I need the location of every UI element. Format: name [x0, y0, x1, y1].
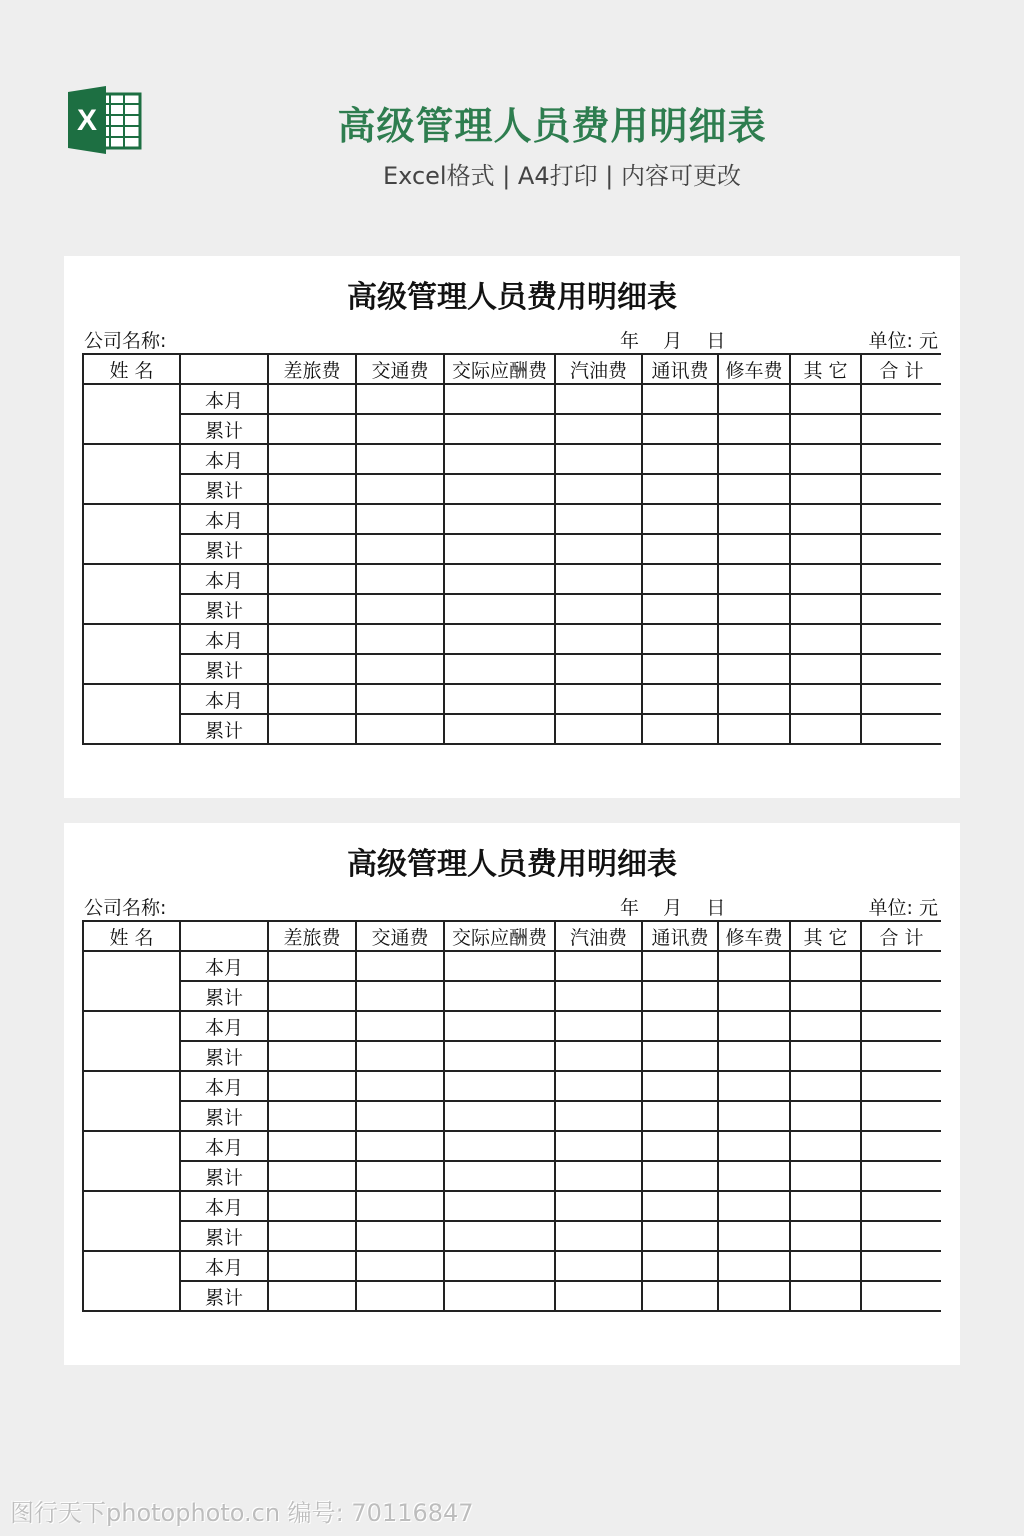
- header-row: [83, 354, 941, 384]
- period-label: 本月: [180, 1011, 268, 1041]
- amount-cell[interactable]: [444, 1011, 555, 1041]
- amount-cell[interactable]: [268, 594, 356, 624]
- amount-cell[interactable]: [790, 1041, 861, 1071]
- column-header: 其 它: [790, 354, 861, 384]
- amount-cell[interactable]: [555, 534, 642, 564]
- sheet-preview-2: [64, 823, 960, 1365]
- amount-cell[interactable]: [861, 384, 941, 414]
- name-cell[interactable]: [83, 1071, 180, 1131]
- amount-cell[interactable]: [861, 414, 941, 444]
- amount-cell[interactable]: [268, 1161, 356, 1191]
- amount-cell[interactable]: [861, 624, 941, 654]
- amount-cell[interactable]: [718, 1131, 790, 1161]
- amount-cell[interactable]: [444, 951, 555, 981]
- amount-cell[interactable]: [555, 951, 642, 981]
- amount-cell[interactable]: [268, 714, 356, 744]
- table-row: [83, 534, 941, 564]
- amount-cell[interactable]: [356, 981, 444, 1011]
- amount-cell[interactable]: [268, 1041, 356, 1071]
- period-label: 本月: [180, 1131, 268, 1161]
- column-header: 合 计: [861, 354, 941, 384]
- date-label: 年 月 日: [620, 897, 726, 919]
- column-header: 汽油费: [555, 921, 642, 951]
- column-header: 差旅费: [268, 921, 356, 951]
- table-row: [83, 414, 941, 444]
- period-label: 累计: [180, 981, 268, 1011]
- name-cell[interactable]: [83, 444, 180, 504]
- amount-cell[interactable]: [861, 564, 941, 594]
- amount-cell[interactable]: [642, 534, 718, 564]
- table-row: [83, 594, 941, 624]
- amount-cell[interactable]: [861, 534, 941, 564]
- amount-cell[interactable]: [861, 951, 941, 981]
- amount-cell[interactable]: [356, 1251, 444, 1281]
- amount-cell[interactable]: [356, 624, 444, 654]
- table-row: [83, 1251, 941, 1281]
- amount-cell[interactable]: [356, 654, 444, 684]
- amount-cell[interactable]: [790, 1011, 861, 1041]
- period-label: 本月: [180, 624, 268, 654]
- amount-cell[interactable]: [444, 1161, 555, 1191]
- amount-cell[interactable]: [268, 444, 356, 474]
- amount-cell[interactable]: [268, 1071, 356, 1101]
- amount-cell[interactable]: [790, 624, 861, 654]
- amount-cell[interactable]: [718, 1101, 790, 1131]
- amount-cell[interactable]: [268, 1011, 356, 1041]
- period-label: 累计: [180, 414, 268, 444]
- header-row: [83, 921, 941, 951]
- amount-cell[interactable]: [861, 1101, 941, 1131]
- amount-cell[interactable]: [444, 684, 555, 714]
- amount-cell[interactable]: [790, 1071, 861, 1101]
- table-row: [83, 444, 941, 474]
- amount-cell[interactable]: [718, 624, 790, 654]
- amount-cell[interactable]: [718, 1251, 790, 1281]
- unit-label: 单位: 元: [868, 330, 938, 352]
- amount-cell[interactable]: [642, 624, 718, 654]
- column-header: 交通费: [356, 921, 444, 951]
- column-header: 汽油费: [555, 354, 642, 384]
- amount-cell[interactable]: [861, 474, 941, 504]
- period-label: 本月: [180, 1251, 268, 1281]
- amount-cell[interactable]: [356, 594, 444, 624]
- amount-cell[interactable]: [642, 594, 718, 624]
- amount-cell[interactable]: [642, 1101, 718, 1131]
- period-label: 累计: [180, 1041, 268, 1071]
- table-row: [83, 384, 941, 414]
- amount-cell[interactable]: [444, 504, 555, 534]
- name-cell[interactable]: [83, 1011, 180, 1071]
- column-header: 通讯费: [642, 354, 718, 384]
- amount-cell[interactable]: [861, 684, 941, 714]
- amount-cell[interactable]: [444, 474, 555, 504]
- amount-cell[interactable]: [861, 714, 941, 744]
- column-header: 交通费: [356, 354, 444, 384]
- amount-cell[interactable]: [790, 1221, 861, 1251]
- column-header: 合 计: [861, 921, 941, 951]
- table-row: [83, 1071, 941, 1101]
- table-row: [83, 951, 941, 981]
- amount-cell[interactable]: [356, 1071, 444, 1101]
- period-label: 本月: [180, 951, 268, 981]
- amount-cell[interactable]: [444, 654, 555, 684]
- amount-cell[interactable]: [555, 1221, 642, 1251]
- amount-cell[interactable]: [555, 624, 642, 654]
- period-label: 累计: [180, 1161, 268, 1191]
- amount-cell[interactable]: [861, 981, 941, 1011]
- amount-cell[interactable]: [268, 534, 356, 564]
- svg-text:X: X: [76, 104, 98, 137]
- amount-cell[interactable]: [555, 1191, 642, 1221]
- amount-cell[interactable]: [790, 534, 861, 564]
- amount-cell[interactable]: [642, 654, 718, 684]
- amount-cell[interactable]: [555, 714, 642, 744]
- amount-cell[interactable]: [555, 1101, 642, 1131]
- amount-cell[interactable]: [861, 444, 941, 474]
- amount-cell[interactable]: [444, 444, 555, 474]
- table-row: [83, 474, 941, 504]
- amount-cell[interactable]: [718, 594, 790, 624]
- column-header: 姓 名: [83, 921, 180, 951]
- amount-cell[interactable]: [444, 1101, 555, 1131]
- amount-cell[interactable]: [356, 1191, 444, 1221]
- amount-cell[interactable]: [718, 684, 790, 714]
- period-label: 本月: [180, 564, 268, 594]
- amount-cell[interactable]: [642, 1131, 718, 1161]
- amount-cell[interactable]: [718, 504, 790, 534]
- column-header: [180, 354, 268, 384]
- expense-grid: [82, 353, 941, 780]
- amount-cell[interactable]: [861, 1041, 941, 1071]
- amount-cell[interactable]: [444, 384, 555, 414]
- amount-cell[interactable]: [268, 1191, 356, 1221]
- amount-cell[interactable]: [861, 1131, 941, 1161]
- amount-cell[interactable]: [555, 1041, 642, 1071]
- amount-cell[interactable]: [718, 1221, 790, 1251]
- amount-cell[interactable]: [790, 594, 861, 624]
- period-label: 本月: [180, 1071, 268, 1101]
- amount-cell[interactable]: [356, 504, 444, 534]
- amount-cell[interactable]: [555, 504, 642, 534]
- column-header: 姓 名: [83, 354, 180, 384]
- name-cell[interactable]: [83, 624, 180, 684]
- amount-cell[interactable]: [642, 1011, 718, 1041]
- amount-cell[interactable]: [555, 654, 642, 684]
- name-cell[interactable]: [83, 1131, 180, 1191]
- amount-cell[interactable]: [861, 1161, 941, 1191]
- amount-cell[interactable]: [790, 1161, 861, 1191]
- column-header: 其 它: [790, 921, 861, 951]
- amount-cell[interactable]: [268, 1281, 356, 1311]
- amount-cell[interactable]: [642, 1191, 718, 1221]
- amount-cell[interactable]: [356, 1101, 444, 1131]
- period-label: 本月: [180, 384, 268, 414]
- amount-cell[interactable]: [790, 1251, 861, 1281]
- amount-cell[interactable]: [718, 714, 790, 744]
- amount-cell[interactable]: [555, 414, 642, 444]
- period-label: 累计: [180, 1281, 268, 1311]
- amount-cell[interactable]: [268, 1101, 356, 1131]
- table-row: [83, 564, 941, 594]
- column-header: 修车费: [718, 354, 790, 384]
- period-label: 累计: [180, 1221, 268, 1251]
- amount-cell[interactable]: [268, 384, 356, 414]
- period-label: 本月: [180, 444, 268, 474]
- amount-cell[interactable]: [268, 1221, 356, 1251]
- amount-cell[interactable]: [555, 474, 642, 504]
- amount-cell[interactable]: [642, 564, 718, 594]
- amount-cell[interactable]: [444, 1251, 555, 1281]
- amount-cell[interactable]: [642, 444, 718, 474]
- sheet-preview-1: [64, 256, 960, 798]
- amount-cell[interactable]: [642, 414, 718, 444]
- amount-cell[interactable]: [861, 594, 941, 624]
- amount-cell[interactable]: [861, 1071, 941, 1101]
- company-name-label: 公司名称:: [84, 330, 167, 352]
- amount-cell[interactable]: [718, 981, 790, 1011]
- period-label: 本月: [180, 684, 268, 714]
- amount-cell[interactable]: [555, 1071, 642, 1101]
- table-row: [83, 1011, 941, 1041]
- amount-cell[interactable]: [444, 1221, 555, 1251]
- amount-cell[interactable]: [555, 981, 642, 1011]
- amount-cell[interactable]: [268, 504, 356, 534]
- amount-cell[interactable]: [444, 594, 555, 624]
- table-row: [83, 1281, 941, 1311]
- period-label: 累计: [180, 594, 268, 624]
- amount-cell[interactable]: [718, 1191, 790, 1221]
- table-row: [83, 1161, 941, 1191]
- amount-cell[interactable]: [268, 1131, 356, 1161]
- amount-cell[interactable]: [790, 684, 861, 714]
- page-subtitle: Excel格式 | A4打印 | 内容可更改: [383, 162, 741, 190]
- amount-cell[interactable]: [444, 414, 555, 444]
- name-cell[interactable]: [83, 564, 180, 624]
- amount-cell[interactable]: [268, 684, 356, 714]
- table-row: [83, 1041, 941, 1071]
- watermark: 图行天下photophoto.cn 编号: 70116847: [10, 1499, 474, 1527]
- amount-cell[interactable]: [555, 1161, 642, 1191]
- amount-cell[interactable]: [718, 1071, 790, 1101]
- table-row: [83, 1131, 941, 1161]
- expense-table: [82, 353, 941, 745]
- amount-cell[interactable]: [268, 414, 356, 444]
- amount-cell[interactable]: [790, 474, 861, 504]
- amount-cell[interactable]: [718, 1041, 790, 1071]
- amount-cell[interactable]: [356, 1161, 444, 1191]
- amount-cell[interactable]: [642, 1281, 718, 1311]
- amount-cell[interactable]: [642, 951, 718, 981]
- name-cell[interactable]: [83, 504, 180, 564]
- amount-cell[interactable]: [356, 444, 444, 474]
- amount-cell[interactable]: [555, 1281, 642, 1311]
- amount-cell[interactable]: [268, 624, 356, 654]
- amount-cell[interactable]: [555, 1011, 642, 1041]
- amount-cell[interactable]: [790, 1131, 861, 1161]
- amount-cell[interactable]: [642, 474, 718, 504]
- amount-cell[interactable]: [356, 1041, 444, 1071]
- amount-cell[interactable]: [642, 714, 718, 744]
- amount-cell[interactable]: [861, 1281, 941, 1311]
- table-row: [83, 684, 941, 714]
- name-cell[interactable]: [83, 684, 180, 744]
- period-label: 累计: [180, 534, 268, 564]
- amount-cell[interactable]: [444, 1131, 555, 1161]
- amount-cell[interactable]: [356, 1281, 444, 1311]
- period-label: 累计: [180, 474, 268, 504]
- amount-cell[interactable]: [790, 654, 861, 684]
- unit-label: 单位: 元: [868, 897, 938, 919]
- amount-cell[interactable]: [642, 1041, 718, 1071]
- amount-cell[interactable]: [718, 414, 790, 444]
- date-label: 年 月 日: [620, 330, 726, 352]
- name-cell[interactable]: [83, 1191, 180, 1251]
- amount-cell[interactable]: [356, 1131, 444, 1161]
- amount-cell[interactable]: [642, 1161, 718, 1191]
- amount-cell[interactable]: [642, 1251, 718, 1281]
- period-label: 累计: [180, 654, 268, 684]
- column-header: 修车费: [718, 921, 790, 951]
- amount-cell[interactable]: [790, 1101, 861, 1131]
- amount-cell[interactable]: [790, 384, 861, 414]
- amount-cell[interactable]: [861, 1191, 941, 1221]
- sheet-title: 高级管理人员费用明细表: [347, 280, 677, 315]
- amount-cell[interactable]: [718, 384, 790, 414]
- column-header: 交际应酬费: [444, 921, 555, 951]
- amount-cell[interactable]: [356, 414, 444, 444]
- table-row: [83, 654, 941, 684]
- amount-cell[interactable]: [718, 1161, 790, 1191]
- amount-cell[interactable]: [642, 1071, 718, 1101]
- table-row: [83, 1191, 941, 1221]
- company-name-label: 公司名称:: [84, 897, 167, 919]
- table-row: [83, 1101, 941, 1131]
- period-label: 本月: [180, 1191, 268, 1221]
- column-header: 交际应酬费: [444, 354, 555, 384]
- amount-cell[interactable]: [861, 1221, 941, 1251]
- amount-cell[interactable]: [718, 534, 790, 564]
- amount-cell[interactable]: [718, 654, 790, 684]
- amount-cell[interactable]: [444, 1041, 555, 1071]
- table-row: [83, 624, 941, 654]
- column-header: 通讯费: [642, 921, 718, 951]
- amount-cell[interactable]: [356, 951, 444, 981]
- amount-cell[interactable]: [444, 981, 555, 1011]
- amount-cell[interactable]: [268, 951, 356, 981]
- amount-cell[interactable]: [555, 684, 642, 714]
- amount-cell[interactable]: [555, 1251, 642, 1281]
- amount-cell[interactable]: [268, 1251, 356, 1281]
- amount-cell[interactable]: [642, 1221, 718, 1251]
- amount-cell[interactable]: [356, 384, 444, 414]
- amount-cell[interactable]: [444, 564, 555, 594]
- amount-cell[interactable]: [790, 444, 861, 474]
- amount-cell[interactable]: [790, 564, 861, 594]
- name-cell[interactable]: [83, 1251, 180, 1311]
- table-row: [83, 1221, 941, 1251]
- amount-cell[interactable]: [356, 1221, 444, 1251]
- amount-cell[interactable]: [718, 474, 790, 504]
- amount-cell[interactable]: [356, 534, 444, 564]
- amount-cell[interactable]: [444, 1071, 555, 1101]
- amount-cell[interactable]: [356, 564, 444, 594]
- amount-cell[interactable]: [718, 564, 790, 594]
- amount-cell[interactable]: [861, 1011, 941, 1041]
- amount-cell[interactable]: [555, 594, 642, 624]
- amount-cell[interactable]: [444, 714, 555, 744]
- amount-cell[interactable]: [790, 414, 861, 444]
- page-title: 高级管理人员费用明细表: [337, 104, 767, 148]
- expense-grid: [82, 920, 941, 1347]
- amount-cell[interactable]: [444, 624, 555, 654]
- table-row: [83, 981, 941, 1011]
- amount-cell[interactable]: [642, 684, 718, 714]
- amount-cell[interactable]: [555, 444, 642, 474]
- amount-cell[interactable]: [268, 981, 356, 1011]
- amount-cell[interactable]: [790, 981, 861, 1011]
- amount-cell[interactable]: [790, 951, 861, 981]
- amount-cell[interactable]: [642, 981, 718, 1011]
- column-header: [180, 921, 268, 951]
- amount-cell[interactable]: [861, 654, 941, 684]
- amount-cell[interactable]: [444, 1191, 555, 1221]
- amount-cell[interactable]: [790, 1281, 861, 1311]
- table-row: [83, 504, 941, 534]
- amount-cell[interactable]: [642, 384, 718, 414]
- sheet-title: 高级管理人员费用明细表: [347, 847, 677, 882]
- amount-cell[interactable]: [356, 474, 444, 504]
- period-label: 累计: [180, 714, 268, 744]
- amount-cell[interactable]: [356, 1011, 444, 1041]
- amount-cell[interactable]: [444, 1281, 555, 1311]
- amount-cell[interactable]: [356, 714, 444, 744]
- amount-cell[interactable]: [718, 1281, 790, 1311]
- amount-cell[interactable]: [268, 564, 356, 594]
- amount-cell[interactable]: [861, 504, 941, 534]
- amount-cell[interactable]: [790, 504, 861, 534]
- table-row: [83, 714, 941, 744]
- amount-cell[interactable]: [555, 384, 642, 414]
- amount-cell[interactable]: [790, 714, 861, 744]
- name-cell[interactable]: [83, 951, 180, 1011]
- expense-table: [82, 920, 941, 1312]
- amount-cell[interactable]: [718, 444, 790, 474]
- amount-cell[interactable]: [555, 1131, 642, 1161]
- amount-cell[interactable]: [356, 684, 444, 714]
- name-cell[interactable]: [83, 384, 180, 444]
- column-header: 差旅费: [268, 354, 356, 384]
- amount-cell[interactable]: [268, 654, 356, 684]
- amount-cell[interactable]: [268, 474, 356, 504]
- amount-cell[interactable]: [642, 504, 718, 534]
- period-label: 累计: [180, 1101, 268, 1131]
- period-label: 本月: [180, 504, 268, 534]
- amount-cell[interactable]: [444, 534, 555, 564]
- amount-cell[interactable]: [718, 951, 790, 981]
- amount-cell[interactable]: [790, 1191, 861, 1221]
- amount-cell[interactable]: [861, 1251, 941, 1281]
- amount-cell[interactable]: [718, 1011, 790, 1041]
- amount-cell[interactable]: [555, 564, 642, 594]
